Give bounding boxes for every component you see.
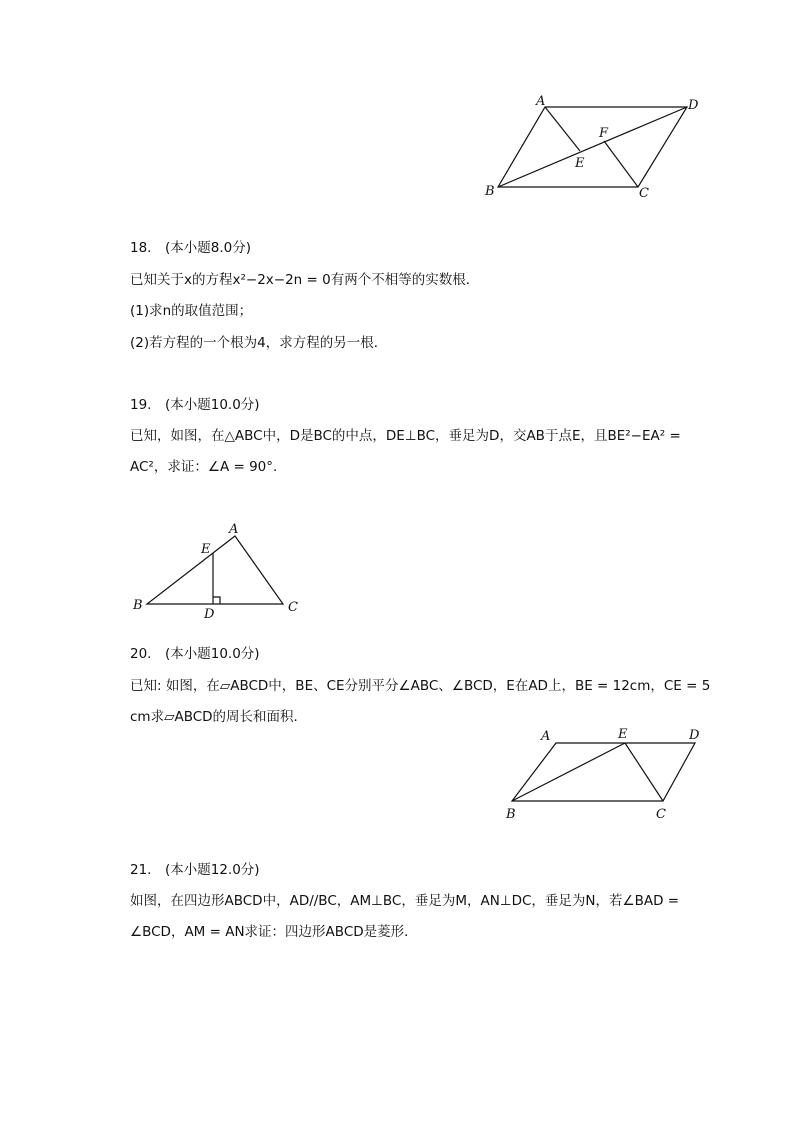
q20-line-1: 已知: 如图，在▱ABCD中，BE、CE分别平分∠ABC、∠BCD，E在AD上，BE = 12cm，CE = 5 (130, 678, 711, 694)
q19-line-2: AC²，求证：∠A = 90°. (130, 459, 278, 475)
q19-header: 19. (本小题10.0分) (130, 397, 260, 413)
figure-parallelogram-be-ce (495, 722, 710, 827)
figure-triangle-abc (128, 518, 308, 623)
segment-ae (545, 107, 580, 151)
label-b: B (485, 184, 495, 199)
q18-line-1: 已知关于x的方程x²−2x−2n = 0有两个不相等的实数根． (130, 272, 480, 288)
label-e: E (618, 727, 628, 742)
q21-line-2: ∠BCD，AM = AN求证：四边形ABCD是菱形． (130, 924, 418, 940)
parallelogram-outline (512, 743, 695, 801)
q20-header: 20. (本小题10.0分) (130, 646, 260, 662)
label-c: C (656, 807, 666, 822)
diagonal-bd (498, 107, 687, 187)
q21-header: 21. (本小题12.0分) (130, 862, 260, 878)
label-d: D (689, 728, 700, 743)
segment-be (512, 743, 625, 801)
label-a: A (536, 94, 546, 109)
label-b: B (506, 807, 516, 822)
q20-line-2: cm求▱ABCD的周长和面积． (130, 709, 308, 725)
label-d: D (688, 98, 699, 113)
q18-header: 18. (本小题8.0分) (130, 240, 251, 256)
right-angle-mark (213, 597, 220, 604)
label-f: F (599, 126, 609, 141)
segment-ce (625, 743, 663, 801)
label-e: E (575, 156, 585, 171)
q18-line-2: (1)求n的取值范围； (130, 303, 253, 319)
q19-line-1: 已知，如图，在△ABC中，D是BC的中点，DE⊥BC，垂足为D，交AB于点E，且BE²−EA² = (130, 428, 681, 444)
figure-parallelogram-abcd (470, 90, 710, 205)
label-a: A (541, 729, 551, 744)
label-e: E (201, 542, 211, 557)
label-c: C (288, 600, 298, 615)
q21-line-1: 如图，在四边形ABCD中，AD//BC，AM⊥BC，垂足为M，AN⊥DC，垂足为N，若∠BAD = (130, 893, 680, 909)
q18-line-3: (2)若方程的一个根为4，求方程的另一根． (130, 335, 388, 351)
label-d: D (204, 607, 215, 622)
label-c: C (639, 186, 649, 201)
label-a: A (229, 522, 239, 537)
segment-fc (604, 141, 638, 187)
label-b: B (133, 598, 143, 613)
triangle-outline (147, 536, 283, 604)
